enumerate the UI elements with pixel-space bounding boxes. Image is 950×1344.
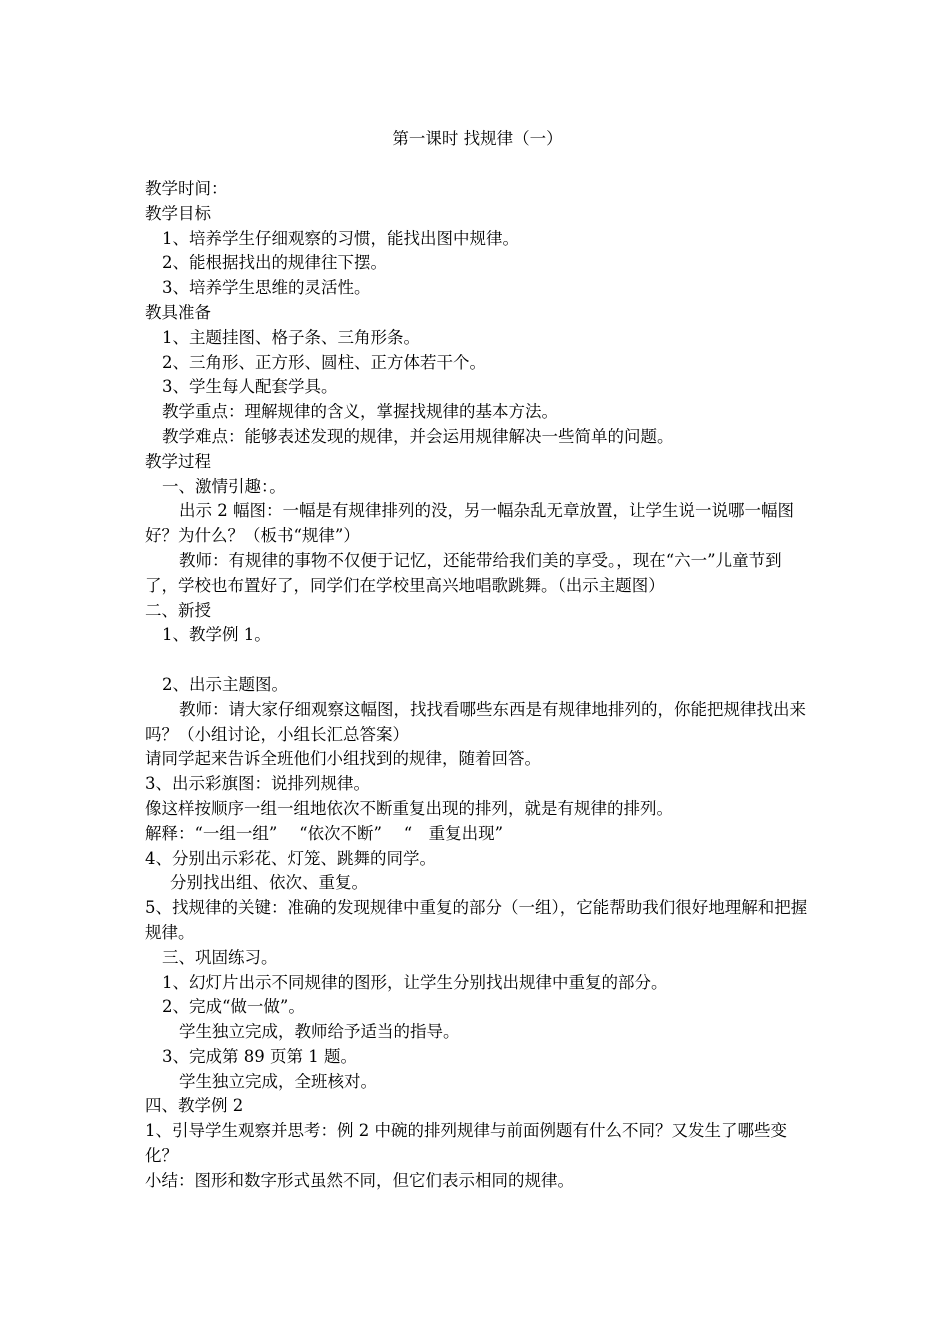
key-point: 教学重点：理解规律的含义，掌握找规律的基本方法。 — [162, 402, 558, 422]
section-2-paragraph: 教师：请大家仔细观察这幅图，找找看哪些东西是有规律地排列的，你能把规律找出来吗？（小组讨论，小组长汇总答案） — [145, 699, 806, 744]
tools-item: 2、三角形、正方形、圆柱、正方体若干个。 — [162, 352, 486, 372]
section-3-item: 3、完成第 89 页第 1 题。 — [162, 1046, 357, 1066]
goal-item: 2、能根据找出的规律往下摆。 — [162, 253, 387, 273]
section-2-item: 3、出示彩旗图：说排列规律。 — [145, 774, 370, 794]
section-2-line: 请同学起来告诉全班他们小组找到的规律，随着回答。 — [145, 749, 541, 769]
process-heading: 教学过程 — [145, 451, 211, 471]
section-2-line: 像这样按顺序一组一组地依次不断重复出现的排列，就是有规律的排列。 — [145, 798, 673, 818]
section-1-paragraph: 教师：有规律的事物不仅便于记忆，还能带给我们美的享受。，现在“六一”儿童节到了，学校也布置好了，同学们在学校里高兴地唱歌跳舞。（出示主题图） — [145, 550, 782, 595]
goal-item: 1、培养学生仔细观察的习惯，能找出图中规律。 — [162, 228, 519, 248]
tools-item: 3、学生每人配套学具。 — [162, 377, 338, 397]
section-2-item: 2、出示主题图。 — [162, 674, 288, 694]
section-3-subline: 学生独立完成，全班核对。 — [179, 1071, 377, 1091]
blank-line — [145, 648, 810, 673]
section-4-summary: 小结：图形和数字形式虽然不同，但它们表示相同的规律。 — [145, 1170, 574, 1190]
goal-item: 3、培养学生思维的灵活性。 — [162, 278, 371, 298]
section-1-paragraph: 出示 2 幅图：一幅是有规律排列的没，另一幅杂乱无章放置，让学生说一说哪一幅图好？为什么？（板书“规律”） — [145, 501, 794, 546]
section-3-subline: 学生独立完成，教师给予适当的指导。 — [179, 1022, 460, 1042]
section-1-heading: 一、激情引趣：。 — [162, 476, 286, 496]
goal-heading: 教学目标 — [145, 203, 211, 223]
tools-heading: 教具准备 — [145, 302, 211, 322]
document-page — [145, 127, 810, 1194]
section-2-heading: 二、新授 — [145, 600, 211, 620]
section-3-item: 2、完成“做一做”。 — [162, 997, 305, 1017]
section-2-item: 4、分别出示彩花、灯笼、跳舞的同学。 — [145, 848, 436, 868]
section-2-item: 5、找规律的关键：准确的发现规律中重复的部分（一组），它能帮助我们很好地理解和把握规律。 — [145, 898, 808, 942]
teaching-time-label: 教学时间： — [145, 179, 228, 198]
section-4-heading: 四、教学例 2 — [145, 1096, 244, 1116]
section-2-subline: 分别找出组、依次、重复。 — [170, 873, 368, 893]
difficulty: 教学难点：能够表述发现的规律，并会运用规律解决一些简单的问题。 — [162, 426, 674, 446]
section-3-item: 1、幻灯片出示不同规律的图形，让学生分别找出规律中重复的部分。 — [162, 972, 668, 992]
tools-item: 1、主题挂图、格子条、三角形条。 — [162, 327, 420, 347]
page-title: 第一课时 找规律（一） — [392, 129, 563, 148]
section-2-item: 1、教学例 1。 — [162, 625, 271, 645]
section-3-heading: 三、巩固练习。 — [162, 947, 278, 967]
section-4-item: 1、引导学生观察并思考：例 2 中碗的排列规律与前面例题有什么不同？又发生了哪些变化？ — [145, 1121, 787, 1166]
section-2-line: 解释：“一组一组” “依次不断” “ 重复出现” — [145, 823, 504, 843]
